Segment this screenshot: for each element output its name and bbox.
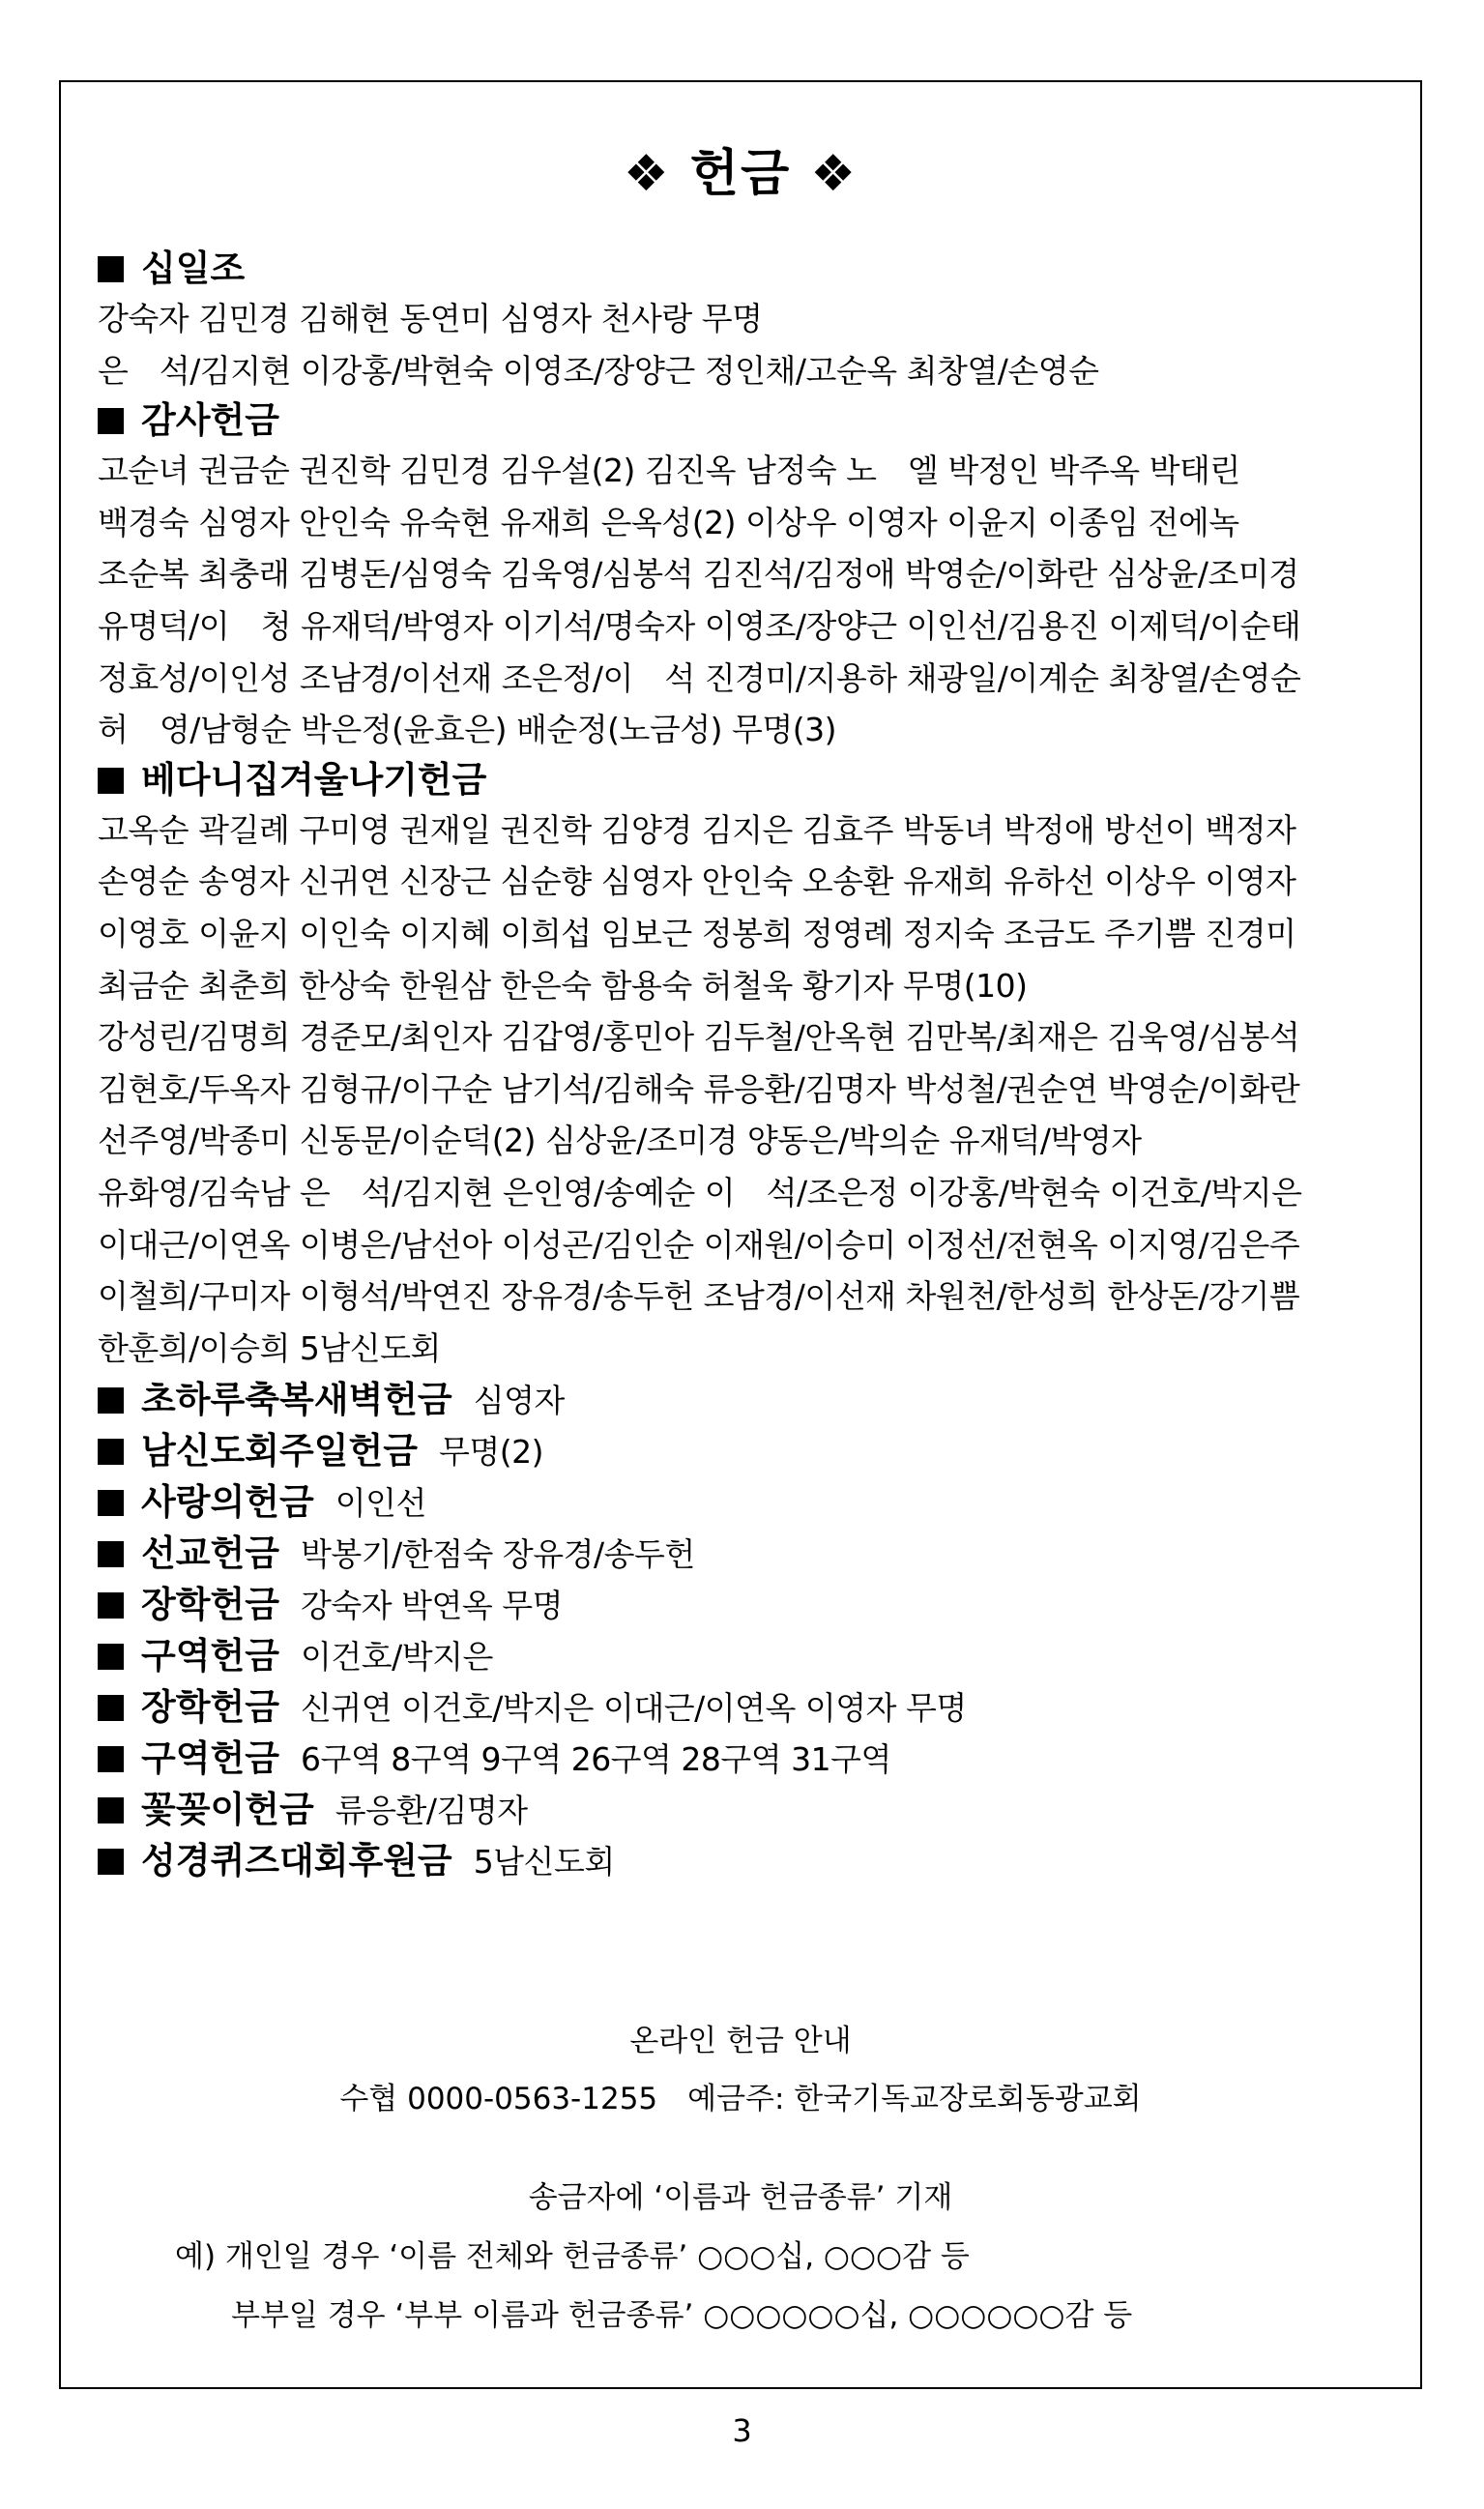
section-inline — [98, 1374, 1393, 1425]
section-inline — [98, 1681, 1393, 1733]
donor-line: 허 영/남형순 박은정(윤효은) 배순정(노금성) 무명(3) — [98, 711, 837, 749]
online-remit-note: 송금자에 ‘이름과 헌금종류’ 기재 — [528, 2180, 953, 2215]
donor-line: 유명덕/이 청 유재덕/박영자 이기석/명숙자 이영조/장양근 이인선/김용진 이제덕/이순태 — [98, 606, 1301, 645]
donor-line: 한훈희/이승희 5남신도회 — [98, 1328, 441, 1367]
page-title: ❖ 헌금 ❖ — [624, 145, 858, 203]
square-bullet-icon — [98, 1695, 124, 1721]
section-value: 신귀연 이건호/박지은 이대근/이연옥 이영자 무명 — [300, 1689, 967, 1728]
donor-line: 유화영/김숙남 은 석/김지현 은인영/송예순 이 석/조은정 이강홍/박현숙 이건호/박지은 — [98, 1173, 1302, 1211]
section-heading — [98, 396, 1393, 445]
section-label: 구역헌금 — [141, 1737, 279, 1780]
section-label: 구역헌금 — [141, 1635, 279, 1678]
donor-line: 이대근/이연옥 이병은/남선아 이성곤/김인순 이재원/이승미 이정선/전현옥 이지영/김은주 — [98, 1225, 1300, 1264]
section-inline — [98, 1476, 1393, 1528]
section-inline — [98, 1835, 1393, 1886]
donor-line: 김현호/두옥자 김형규/이구순 남기석/김해숙 류응환/김명자 박성철/권순연 박영순/이화란 — [98, 1069, 1300, 1108]
offering-sections — [98, 245, 1393, 1886]
section-label: 남신도회주일헌금 — [141, 1430, 418, 1473]
section-label: 성경퀴즈대회후원금 — [141, 1840, 452, 1882]
section-label: 베다니집겨울나기헌금 — [141, 758, 487, 801]
donor-line: 강숙자 김민경 김해현 동연미 심영자 천사랑 무명 — [98, 300, 763, 337]
section-value: 6구역 8구역 9구역 26구역 28구역 31구역 — [300, 1740, 891, 1779]
section-value: 강숙자 박연옥 무명 — [300, 1587, 563, 1625]
donor-line: 정효성/이인성 조남경/이선재 조은정/이 석 진경미/지용하 채광일/이계순 최창열/손영순 — [98, 658, 1301, 697]
donor-line: 최금순 최춘희 한상숙 한원삼 한은숙 함용숙 허철욱 황기자 무명(10) — [98, 966, 1028, 1005]
square-bullet-icon — [98, 1644, 124, 1670]
section-inline — [98, 1579, 1393, 1630]
square-bullet-icon — [98, 1746, 124, 1772]
online-account-info: 수협 0000-0563-1255 예금주: 한국기독교장로회동광교회 — [339, 2082, 1142, 2116]
section-thanksgiving — [98, 396, 1393, 756]
donor-line: 고옥순 곽길례 구미영 권재일 권진학 김양경 김지은 김효주 박동녀 박정애 방선이 백정자 — [98, 810, 1296, 849]
offering-page-frame — [59, 80, 1422, 2389]
section-value: 이건호/박지은 — [300, 1638, 493, 1677]
square-bullet-icon — [98, 1541, 124, 1567]
online-example-individual: 예) 개인일 경우 ‘이름 전체와 헌금종류’ ○○○십, ○○○감 등 — [175, 2239, 970, 2274]
donor-line: 백경숙 심영자 안인숙 유숙현 유재희 은옥성(2) 이상우 이영자 이윤지 이종임 전에녹 — [98, 503, 1239, 541]
section-label: 십일조 — [141, 248, 246, 289]
donor-line: 이영호 이윤지 이인숙 이지혜 이희섭 임보근 정봉희 정영례 정지숙 조금도 주기쁨 진경미 — [98, 914, 1296, 952]
square-bullet-icon — [98, 256, 124, 282]
donor-line: 선주영/박종미 신동문/이순덕(2) 심상윤/조미경 양동은/박의순 유재덕/박영자 — [98, 1122, 1142, 1160]
donor-line: 은 석/김지현 이강홍/박현숙 이영조/장양근 정인채/고순옥 최창열/손영순 — [98, 351, 1099, 390]
online-example-couple: 부부일 경우 ‘부부 이름과 헌금종류’ ○○○○○○십, ○○○○○○감 등 — [231, 2298, 1133, 2333]
section-label: 감사헌금 — [141, 399, 279, 442]
donor-line: 조순복 최충래 김병돈/심영숙 김욱영/심봉석 김진석/김정애 박영순/이화란 심상윤/조미경 — [98, 555, 1299, 594]
square-bullet-icon — [98, 408, 124, 434]
square-bullet-icon — [98, 768, 124, 794]
section-bethany-winter — [98, 756, 1393, 1375]
square-bullet-icon — [98, 1592, 124, 1619]
donor-line: 강성린/김명희 경준모/최인자 김갑영/홍민아 김두철/안옥현 김만복/최재은 김욱영/심봉석 — [98, 1018, 1300, 1057]
page-number: 3 — [732, 2412, 752, 2449]
section-value: 심영자 — [473, 1382, 565, 1420]
square-bullet-icon — [98, 1490, 124, 1516]
square-bullet-icon — [98, 1439, 124, 1465]
section-value: 류응환/김명자 — [335, 1792, 528, 1830]
square-bullet-icon — [98, 1797, 124, 1823]
section-label: 선교헌금 — [141, 1532, 279, 1575]
section-inline — [98, 1784, 1393, 1835]
donor-line: 이철희/구미자 이형석/박연진 장유경/송두헌 조남경/이선재 차원천/한성희 한상돈/강기쁨 — [98, 1277, 1300, 1316]
donor-line: 고순녀 권금순 권진학 김민경 김우설(2) 김진옥 남정숙 노 엘 박정인 박주옥 박태린 — [98, 452, 1240, 490]
square-bullet-icon — [98, 1849, 124, 1875]
donor-line: 손영순 송영자 신귀연 신장근 심순향 심영자 안인숙 오송환 유재희 유하선 이상우 이영자 — [98, 862, 1296, 901]
section-label: 꽃꽂이헌금 — [141, 1789, 314, 1831]
section-heading — [98, 756, 1393, 804]
square-bullet-icon — [98, 1387, 124, 1414]
section-heading — [98, 245, 1393, 293]
section-value: 박봉기/한점숙 장유경/송두헌 — [300, 1535, 695, 1574]
section-inline — [98, 1733, 1393, 1784]
section-label: 장학헌금 — [141, 1686, 279, 1729]
section-inline — [98, 1630, 1393, 1681]
section-value: 5남신도회 — [473, 1843, 615, 1882]
section-label: 초하루축복새벽헌금 — [141, 1379, 452, 1421]
section-label: 장학헌금 — [141, 1584, 279, 1626]
section-tithe — [98, 245, 1393, 396]
section-label: 사랑의헌금 — [141, 1481, 314, 1524]
section-value: 이인선 — [335, 1484, 426, 1523]
online-offering-title: 온라인 헌금 안내 — [629, 2024, 852, 2058]
section-value: 무명(2) — [438, 1433, 543, 1472]
section-inline — [98, 1528, 1393, 1579]
section-inline — [98, 1425, 1393, 1476]
